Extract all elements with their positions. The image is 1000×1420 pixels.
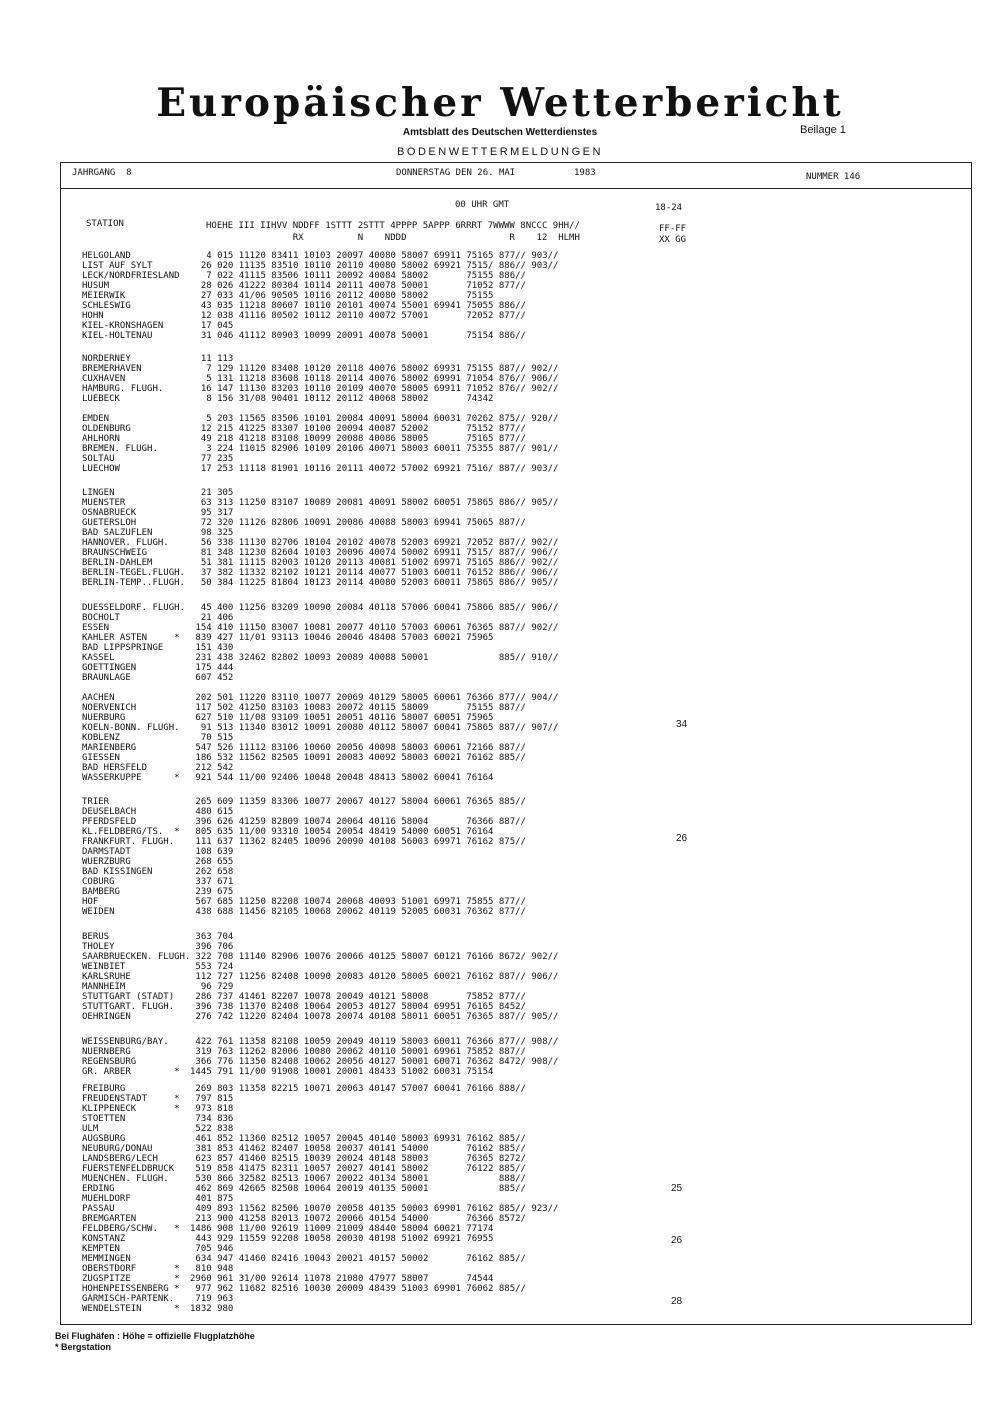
data-group-lingen-berlin: 21 305 63 313 11250 83107 10089 20081 40091 58002 60051 75865 886// 905// 95 317 72 320 11126 82806 10091 20086 40088 58003 69941 75065 887// 98 325 56 338 11130 82706 10104 20102 40078 52003 69921 72052 887// 902// 81 348 11230 82604 10103 20096 40074 50002 69911 7515/ 887// 906// 51 381 11115 82003 10120 20113 40081 51002 69971 75165 886// 902// 37 382 11332 82102 10121 20114 40077 51003 60011 76152 886// 906// 50 384 11225 81804 10123 20114 40080 52003 60011 75865 886// 905// [200,488,559,588]
page-subtitle: Amtsblatt des Deutschen Wetterdienstes [402,127,598,138]
infobar-divider [60,188,972,189]
supplement-label: Beilage 1 [800,124,846,136]
margin-number: 28 [671,1296,683,1307]
data-group-trier-weiden: 265 609 11359 83306 10077 20067 40127 58004 60061 76365 885// 480 615 396 626 41259 82809 10074 20064 40116 58004 76366 887// 805 635 11/00 93310 10054 20054 48419 54000 60051 76164 111 637 11362 82405 10096 20090 40108 56003 69971 76162 875// 108 639 268 655 262 658 337 671 239 675 567 685 11250 82208 10074 20068 40093 51001 69971 75855 877// 438 688 11456 82105 10068 20062 40119 52005 60031 76362 877// [195,797,526,917]
issue-number: NUMMER 146 [806,172,861,182]
data-group-weissenburg-arber: 422 761 11358 82108 10059 20049 40119 58003 60011 76366 877// 908// 319 763 11262 82006 10080 20062 40110 50001 69961 75852 887// 366 776 11350 82408 10062 20056 40127 50001 60071 76362 8472/ 908// 1445 791 11/00 91908 10001 20001 48433 51002 60031 75154 [190,1037,559,1077]
margin-number: 26 [676,833,688,844]
station-group-duesseldorf-braunlage: DUESSELDORF. FLUGH. BOCHOLT ESSEN KAHLER ASTEN * BAD LIPPSPRINGE KASSEL GOETTINGEN BRAUNLAGE [82,603,185,683]
footnote-airport-height: Bei Flughäfen : Höhe = offizielle Flugplatzhöhe [55,1331,255,1341]
station-group-coast-hamburg: NORDERNEY BREMERHAVEN CUXHAVEN HAMBURG. FLUGH. LUEBECK [82,354,164,404]
station-group-aachen-wasserkuppe: AACHEN NOERVENICH NUERBURG KOELN-BONN. FLUGH. KOBLENZ MARIENBERG GIESSEN BAD HERSFELD WASSERKUPPE * [82,693,180,783]
station-group-north-schleswig: HELGOLAND LIST AUF SYLT LECK/NORDFRIESLAND HUSUM MEIERWIK SCHLESWIG HOHN KIEL-KRONSHAGEN KIEL-HOLTENAU [82,251,180,341]
data-group-aachen-wasserkuppe: 202 501 11220 83110 10077 20069 40129 58005 60061 76366 877// 904// 117 502 41250 83103 10083 20072 40115 58009 75155 887// 627 510 11/08 93109 10051 20051 40116 58007 60051 75965 91 513 11340 83012 10091 20080 40112 58007 60041 75865 887// 907// 70 515 547 526 11112 83106 10060 20056 40098 58003 60061 72166 887// 186 532 11562 82505 10091 20083 40092 58003 60021 76162 885// 212 542 921 544 11/00 92406 10048 20048 48413 58002 60041 76164 [195,693,559,783]
station-group-freiburg-wendelstein: FREIBURG FREUDENSTADT * KLIPPENECK * STOETTEN ULM AUGSBURG NEUBURG/DONAU LANDSBERG/LECH FUERSTENFELDBRUCK MUENCHEN. FLUGH. ERDING MUEHLDORF PASSAU BREMGARTEN FELDBERG/SCHW. * KONSTANZ KEMPTEN MEMMINGEN OBERSTDORF * ZUGSPITZE * HOHENPEISSENBERG * GARMISCH-PARTENK. WENDELSTEIN * [82,1084,180,1314]
column-header-line2: RX N NDDD R 12 HLMH [206,233,580,243]
year-label: 1983 [574,168,596,178]
data-group-berus-oehringen: 363 704 396 706 322 708 11140 82906 10076 20066 40125 58007 60121 76166 8672/ 902// 553 724 112 727 11256 82408 10090 20083 40120 58005 60021 76162 887// 906// 96 729 286 737 41461 82207 10078 20049 40121 58008 75852 877// 396 738 11370 82408 10064 20053 40127 58004 69951 76165 8452/ 276 742 11220 82404 10078 20074 40108 58011 60051 76365 887// 905// [195,932,559,1022]
data-group-north-schleswig: 4 015 11120 83411 10103 20097 40080 58007 69911 75165 877// 903// 26 020 11135 83510 10110 20110 40080 58002 69921 7515/ 886// 903// 7 022 41115 83506 10111 20092 40084 58002 75155 886// 28 026 41222 80304 10114 20111 40078 50001 71052 877// 27 033 41/06 90505 10116 20112 40080 58002 75155 43 035 11218 80607 10110 20101 40074 55001 69941 75055 886// 12 038 41116 80502 10112 20110 40072 57001 72052 877// 17 045 31 046 41112 80903 10099 20091 40078 50001 75154 886// [200,251,559,341]
margin-number: 34 [676,719,688,730]
data-group-coast-hamburg: 11 113 7 129 11120 83408 10120 20118 40076 58002 69931 75155 887// 902// 5 131 11218 83608 10118 20114 40076 58002 69991 71054 876// 906// 16 147 11130 83203 10110 20109 40070 58005 69911 71052 876// 902// 8 156 31/08 90401 10112 20112 40068 58002 74342 [200,354,559,404]
data-group-freiburg-wendelstein: 269 803 11358 82215 10071 20063 40147 57007 60041 76166 888// 797 815 973 818 734 836 522 838 461 852 11360 82512 10057 20045 40140 58003 69931 76162 885// 381 853 41462 82407 10058 20037 40141 54000 76162 885// 623 857 41460 82515 10039 20024 40148 58003 76365 8272/ 519 858 41475 82311 10057 20027 40141 58002 76122 885// 530 866 32582 82513 10067 20022 40134 58001 888// 462 869 42665 82508 10064 20019 40135 50001 885// 401 875 409 893 11562 82506 10070 20058 40135 50003 69901 76162 885// 923// 213 900 41258 82013 10072 20066 40154 54000 76366 8572/ 1486 908 11/00 92619 11009 21009 48440 58004 60021 77174 443 929 11559 92208 10058 20030 40198 51002 69921 76955 705 946 634 947 41460 82416 10043 20021 40157 50002 76162 885// 810 948 2960 961 31/00 92614 11078 21080 47977 58007 74544 977 962 11682 82516 10030 20009 48439 51003 69901 76062 885// 719 963 1832 980 [190,1084,559,1314]
page-title: Europäischer Wetterbericht [156,80,844,126]
footnote-mountain-station: * Bergstation [55,1342,112,1352]
margin-number: 26 [671,1235,683,1246]
station-group-lingen-berlin: LINGEN MUENSTER OSNABRUECK GUETERSLOH BAD SALZUFLEN HANNOVER. FLUGH. BRAUNSCHWEIG BERLIN-DAHLEM BERLIN-TEGEL.FLUGH. BERLIN-TEMP..FLUGH. [82,488,185,588]
time-range: 18-24 [655,203,683,213]
station-group-weissenburg-arber: WEISSENBURG/BAY. NUERNBERG REGENSBURG GR. ARBER * [82,1037,180,1077]
column-header-right2: XX GG [659,235,687,245]
data-group-duesseldorf-braunlage: 45 400 11256 83209 10090 20084 40118 57006 60041 75866 885// 906// 21 406 154 410 11150 83007 10081 20077 40110 57003 60061 76365 887// 902// 839 427 11/01 93113 10046 20046 48408 57003 60021 75965 151 430 231 438 32462 82802 10093 20089 40088 50001 885// 910// 175 444 607 452 [195,603,559,683]
volume-label: JAHRGANG 8 [72,168,132,178]
margin-number: 25 [671,1183,683,1194]
observation-time: 00 UHR GMT [455,200,510,210]
date-label: DONNERSTAG DEN 26. MAI [396,168,516,178]
station-group-berus-oehringen: BERUS THOLEY SAARBRUECKEN. FLUGH. WEINBIET KARLSRUHE MANNHEIM STUTTGART (STADT) STUTTGART. FLUGH. OEHRINGEN [82,932,191,1022]
column-header-line1: HOEHE III IIHVV NDDFF 1STTT 2STTT 4PPPP 5APPP 6RRRT 7WWWW 8NCCC 9HH// [206,221,580,231]
data-group-emden-luechow: 5 203 11565 83506 10101 20084 40091 58004 60031 70262 875// 920// 12 215 41225 83307 10100 20094 40087 52002 75152 877// 49 218 41218 83108 10099 20088 40086 58005 75165 877// 3 224 11015 82906 10109 20106 40071 58003 60011 75355 887// 901// 77 235 17 253 11118 81901 10116 20111 40072 57002 69921 7516/ 887// 903// [200,414,559,474]
station-group-trier-weiden: TRIER DEUSELBACH PFERDSFELD KL.FELDBERG/TS. * FRANKFURT. FLUGH. DARMSTADT WUERZBURG BAD KISSINGEN COBURG BAMBERG HOF WEIDEN [82,797,180,917]
section-title: BODENWETTERMELDUNGEN [397,146,603,158]
station-header: STATION [86,219,124,229]
column-header-right1: FF-FF [659,224,687,234]
station-group-emden-luechow: EMDEN OLDENBURG AHLHORN BREMEN. FLUGH. SOLTAU LUECHOW [82,414,158,474]
